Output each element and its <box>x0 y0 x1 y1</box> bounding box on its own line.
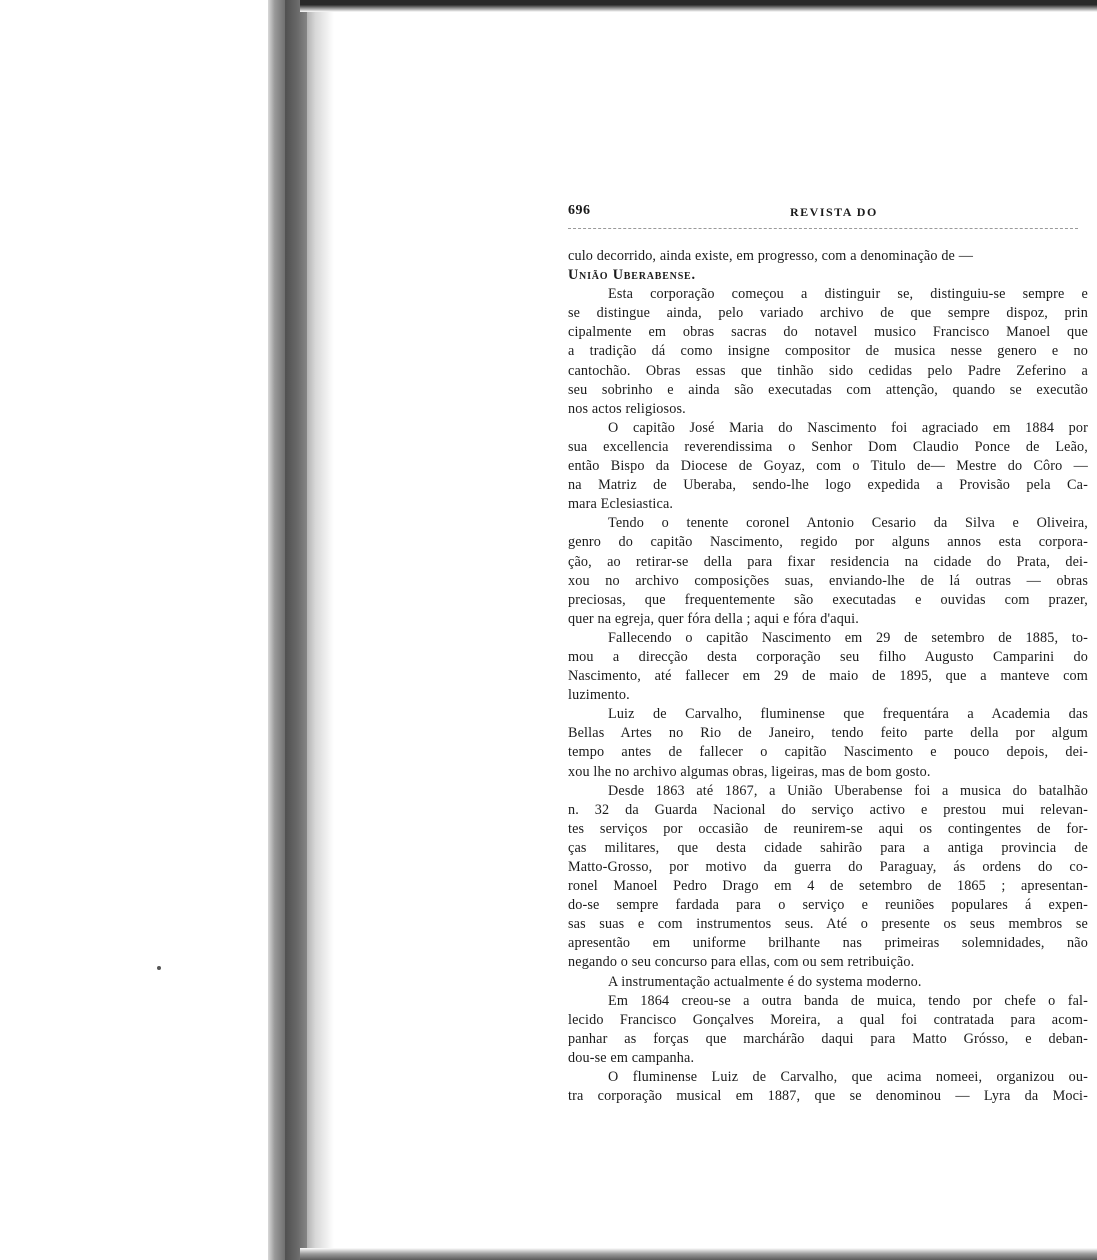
text-line: cantochão. Obras essas que tinhão sido cedidas pelo Padre Zeferino a <box>568 362 1088 379</box>
text-line: dou-se em campanha. <box>568 1049 695 1066</box>
text-line: xou lhe no archivo algumas obras, ligeiras, mas de bom gosto. <box>568 763 931 780</box>
text-line: do-se sempre fardada para o serviço e reuniões populares á expen- <box>568 897 1088 914</box>
text-line: luzimento. <box>568 687 630 704</box>
text-line: mara Eclesiastica. <box>568 496 674 513</box>
text-line: nos actos religiosos. <box>568 400 686 417</box>
text-line: mou a direcção desta corporação seu filho Augusto Camparini do <box>568 648 1088 665</box>
text-line: seu sobrinho e ainda são executadas com attenção, quando se executão <box>568 381 1088 398</box>
text-line: Desde 1863 até 1867, a União Uberabense foi a musica do batalhão <box>608 782 1088 799</box>
text-line: a tradição dá como insigne compositor de musica nesse genero e no <box>568 343 1088 360</box>
text-line: tes serviços por occasião de reunirem-se aqui os contingentes de for- <box>568 820 1088 837</box>
text-line: quer na egreja, quer fóra della ; aqui e fóra d'aqui. <box>568 610 859 627</box>
left-page-blank <box>0 0 272 1260</box>
text-line: xou no archivo composições suas, enviando-lhe de lá outras — obras <box>568 572 1088 589</box>
text-line: ronel Manoel Pedro Drago em 4 de setembro de 1865 ; apresentan- <box>568 878 1088 895</box>
text-line: lecido Francisco Gonçalves Moreira, a qual foi contratada para acom- <box>568 1011 1088 1028</box>
text-line: Tendo o tenente coronel Antonio Cesario da Silva e Oliveira, <box>608 515 1088 532</box>
text-line: culo decorrido, ainda existe, em progresso, com a denominação de — <box>568 248 974 264</box>
text-line: ças militares, que desta cidade sahirão para a antiga provincia de <box>568 839 1088 856</box>
text-line: A instrumentação actualmente é do systema moderno. <box>608 973 922 990</box>
book-spine <box>285 0 307 1260</box>
ink-speck <box>157 966 161 970</box>
text-line: se distingue ainda, pelo variado archivo de que sempre dispoz, prin <box>568 305 1088 322</box>
page-number: 696 <box>568 203 591 218</box>
text-line: apresentão em uniforme brilhante nas primeiras solemnidades, não <box>568 935 1088 952</box>
text-line: tempo antes de fallecer o capitão Nascimento e pouco depois, dei- <box>568 744 1088 761</box>
text-line: n. 32 da Guarda Nacional do serviço activo e prestou mui relevan- <box>568 801 1088 818</box>
text-line: sas suas e com instrumentos seus. Até o presente os seus membros se <box>568 916 1088 933</box>
text-line: cipalmente em obras sacras do notavel musico Francisco Manoel que <box>568 324 1088 341</box>
top-page-edge <box>300 0 1097 12</box>
text-line: Esta corporação começou a distinguir se, distinguiu-se sempre e <box>608 286 1088 303</box>
running-title: REVISTA DO <box>790 205 878 219</box>
text-line: panhar as forças que marchárão daqui para Matto Grósso, e deban- <box>568 1030 1088 1047</box>
page-body <box>568 247 1088 1106</box>
bottom-page-edge <box>300 1248 1097 1260</box>
text-line: genro do capitão Nascimento, regido por alguns annos esta corpora- <box>568 534 1088 551</box>
text-line: então Bispo da Diocese de Goyaz, com o Titulo de— Mestre do Côro — <box>568 458 1088 475</box>
text-line: Matto-Grosso, por motivo da guerra do Paraguay, ás ordens do co- <box>568 859 1088 875</box>
text-line: na Matriz de Uberaba, sendo-lhe logo expedida a Provisão pela Ca- <box>568 477 1088 494</box>
text-line: preciosas, que frequentemente são executadas e ouvidas com prazer, <box>568 591 1088 608</box>
page-header <box>568 203 1090 225</box>
text-line: O fluminense Luiz de Carvalho, que acima nomeei, organizou ou- <box>608 1069 1088 1086</box>
text-line: Nascimento, até fallecer em 29 de maio de 1895, que a manteve com <box>568 668 1088 685</box>
text-line: União Uberabense. <box>568 267 696 284</box>
text-line: O capitão José Maria do Nascimento foi agraciado em 1884 por <box>608 419 1088 436</box>
text-line: sua excellencia reverendissima o Senhor Dom Claudio Ponce de Leão, <box>568 438 1088 455</box>
text-line: Fallecendo o capitão Nascimento em 29 de setembro de 1885, to- <box>608 629 1088 646</box>
header-rule <box>568 228 1078 229</box>
text-line: Luiz de Carvalho, fluminense que frequentára a Academia das <box>608 706 1088 723</box>
text-line: tra corporação musical em 1887, que se denominou — Lyra da Moci- <box>568 1088 1088 1105</box>
text-line: negando o seu concurso para ellas, com ou sem retribuição. <box>568 954 915 971</box>
text-line: Em 1864 creou-se a outra banda de muica, tendo por chefe o fal- <box>608 992 1088 1009</box>
text-line: Bellas Artes no Rio de Janeiro, tendo feito parte della por algum <box>568 725 1088 742</box>
text-line: ção, ao retirar-se della para fixar residencia na cidade do Prata, dei- <box>568 553 1088 570</box>
